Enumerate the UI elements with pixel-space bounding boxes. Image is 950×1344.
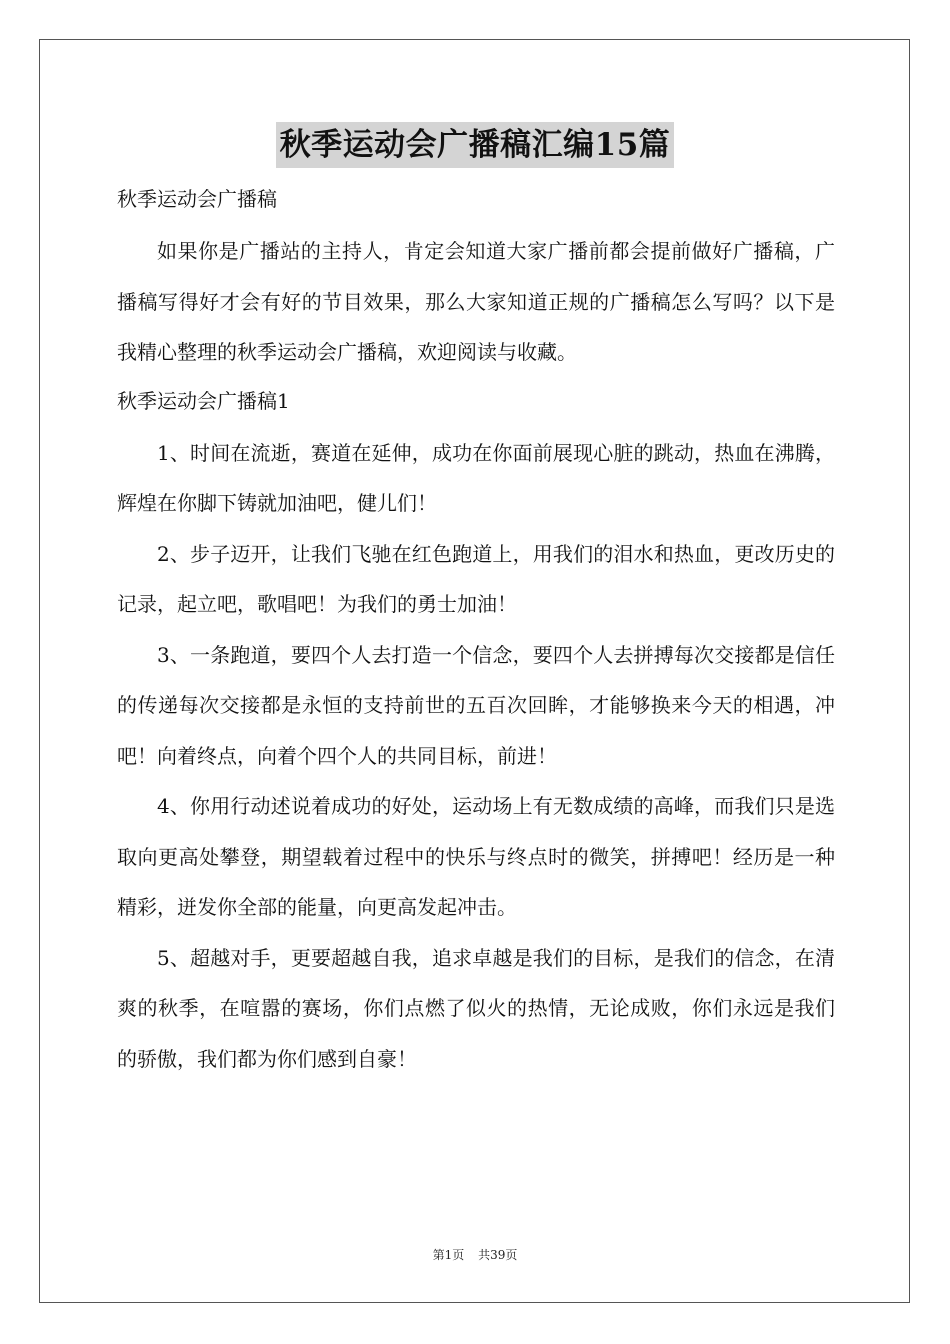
document-title: 秋季运动会广播稿汇编15篇 xyxy=(276,122,675,168)
body-paragraph-5: 5、超越对手，更要超越自我，追求卓越是我们的目标，是我们的信念，在清爽的秋季，在喧嚣的赛场，你们点燃了似火的热情，无论成败，你们永远是我们的骄傲，我们都为你们感到自豪！ xyxy=(117,945,835,1071)
body-paragraph-1: 1、时间在流逝，赛道在延伸，成功在你面前展现心脏的跳动，热血在沸腾，辉煌在你脚下铸就加油吧，健儿们！ xyxy=(117,440,835,515)
body-paragraph-4: 4、你用行动述说着成功的好处，运动场上有无数成绩的高峰，而我们只是选取向更高处攀登，期望载着过程中的快乐与终点时的微笑，拼搏吧！经历是一种精彩，迸发你全部的能量，向更高发起冲击。 xyxy=(117,794,835,919)
body-paragraph-2: 2、步子迈开，让我们飞驰在红色跑道上，用我们的泪水和热血，更改历史的记录，起立吧，歌唱吧！为我们的勇士加油！ xyxy=(117,541,835,616)
section-heading: 秋季运动会广播稿 xyxy=(117,187,277,211)
page-number: 第1页 xyxy=(432,1248,465,1262)
sub-heading: 秋季运动会广播稿1 xyxy=(117,388,290,413)
page-footer xyxy=(0,1247,950,1263)
body-paragraph-3: 3、一条跑道，要四个人去打造一个信念，要四个人去拼搏每次交接都是信任的传递每次交接都是永恒的支持前世的五百次回眸，才能够换来今天的相遇，冲吧！向着终点，向着个四个人的共同目标，前进！ xyxy=(117,642,835,768)
page-total: 共39页 xyxy=(478,1248,518,1262)
title-container xyxy=(0,122,950,168)
intro-paragraph: 如果你是广播站的主持人，肯定会知道大家广播前都会提前做好广播稿，广播稿写得好才会有好的节目效果，那么大家知道正规的广播稿怎么写吗？以下是我精心整理的秋季运动会广播稿，欢迎阅读与收藏。 xyxy=(117,239,835,364)
document-body xyxy=(117,180,835,1084)
